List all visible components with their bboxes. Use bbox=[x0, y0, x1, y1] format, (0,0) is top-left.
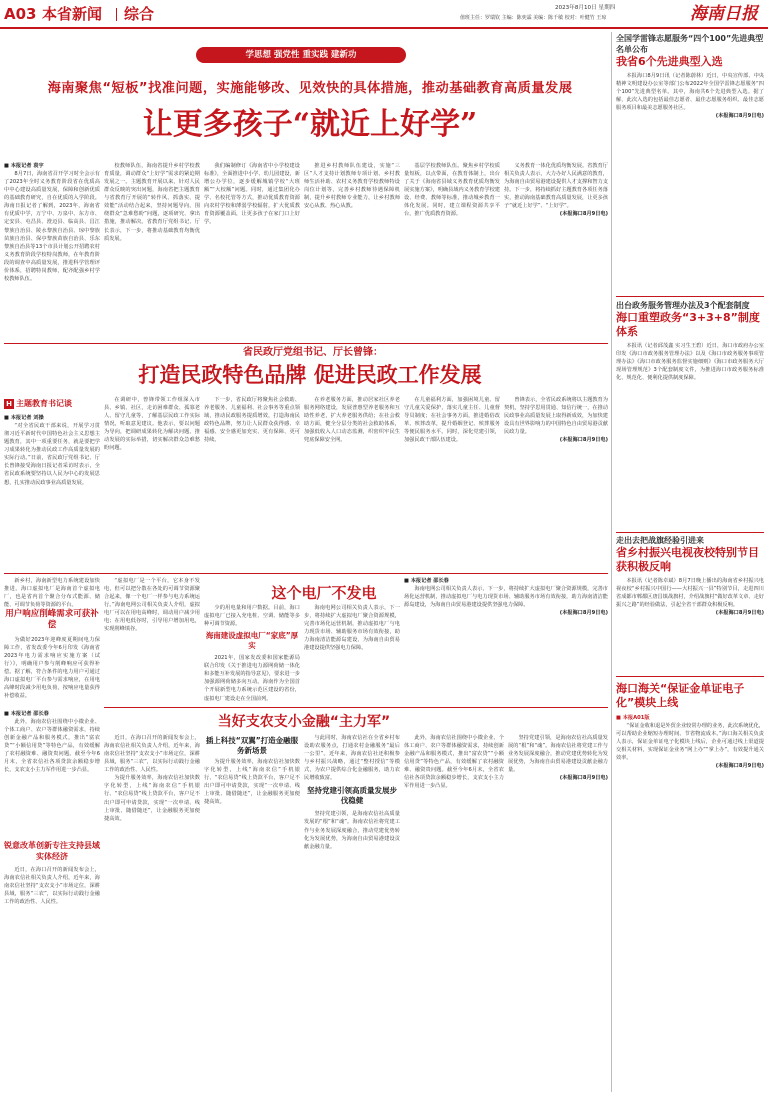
masthead-divider bbox=[116, 8, 117, 21]
sidebar-2-body bbox=[616, 342, 764, 540]
sidebar-1-end: (本报海口8月9日电) bbox=[715, 113, 764, 120]
lead-text-1: 8月7日，海南省召开学习时全会示有了2023年全时义务教育阶段省在优质高中中心建设高质量发展，保障和创新优质的基础教育研究，自在优质的入学阶段。海南日报记者了解到，2023年，海南省有优质中学，万宁中、万泉中、东方市、定安县、屯昌县、澄迈县、临高县、昌江黎族自治县、陵水黎族自治县、琼中黎族苗族自治县、保亭黎族苗族自治县、乐东黎族自治县等13个市县计划公开招聘农村义务教育阶段学校特岗教师，在年教育阶段的调查中高质量发展，推进科学管理评价体系，招聘特岗教师，配齐配强乡村学校教师队伍。 bbox=[4, 171, 100, 282]
second-text-2: 在调研中，曾锋带领工作组深入市县、乡镇、社区，走访困难群众、孤寡老人、留守儿童等，了解基层民政工作实际情况，听取意见建议。他表示，要以问题为导向，把调研成果转化为解决问题、推动发展的实际举措，切实解决群众急难愁盼问题。 bbox=[104, 397, 200, 452]
lead-column-6 bbox=[504, 162, 608, 342]
second-text-3: 下一步，省民政厅将聚焦社会救助、养老服务、儿童福利、社会事务等重点领域，推动民政服务提质增效，打造海南民政特色品牌，努力让人民群众获得感、幸福感、安全感更加充实、更有保障、更可持续。 bbox=[204, 397, 300, 444]
sidebar-sep-1 bbox=[616, 296, 764, 297]
fourth-end-note: (本报海口8月9日电) bbox=[559, 775, 608, 782]
second-column-3 bbox=[204, 396, 300, 572]
fourth-subhead-2: 坚持党建引领高质量发展步伐稳健 bbox=[307, 786, 397, 806]
second-text-4: 在养老服务方面，推动居家社区养老服务网络建设，发展普惠型养老服务和互助性养老，扩大养老服务供给；在社会救助方面，健全分层分类的社会救助体系，加强低收入人口动态监测，织密织牢民生兜底保障安全网。 bbox=[304, 397, 400, 444]
lead-kicker: 海南聚焦“短板”找准问题，实施能够改、见效快的具体措施，推动基础教育高质量发展 bbox=[47, 81, 573, 96]
section-name: 本省新闻 bbox=[42, 5, 103, 23]
sidebar-4-body bbox=[616, 714, 764, 1084]
sidebar-3-body bbox=[616, 577, 764, 681]
third-intro-text: 新乡村，海南新型电力系统建设加快推进。海口虚拟电厂是海南首个虚拟电厂，也是省内首个聚合分布式能源、储能、可调节负荷等资源的平台。 bbox=[4, 578, 100, 609]
third-intro bbox=[4, 577, 100, 609]
second-separator bbox=[4, 573, 608, 574]
sidebar-story-1 bbox=[616, 33, 764, 282]
sidebar-1-kicker: 全国学雷锋志愿服务“四个100”先进典型名单公布 bbox=[616, 34, 764, 54]
second-column-2 bbox=[104, 396, 200, 572]
sidebar-sep-2 bbox=[616, 532, 764, 533]
lead-headline: 让更多孩子“就近上好学” bbox=[142, 107, 478, 142]
sidebar-1-headline: 我省6个先进典型入选 bbox=[616, 55, 723, 68]
third-text-3: 少的用电量和用户数据。目前，海口虚拟电厂已接入充电桩、空调、储能等多种可调节资源。 bbox=[204, 605, 300, 628]
second-byline: ■ 本报记者 刘操 bbox=[4, 415, 44, 421]
second-text-6: 曾锋表示，全省民政系统将以主题教育为契机，坚持学思用贯通、知信行统一，在推动民政事业高质量发展上取得新成效，为加快建设具有世界影响力的中国特色自由贸易港贡献民政力量。 bbox=[504, 397, 608, 436]
fourth-left-subhead: 锐意改革创新专注支持县域实体经济 bbox=[4, 841, 100, 861]
sidebar-4-end: (本报海口8月9日电) bbox=[715, 763, 764, 770]
third-separator bbox=[104, 707, 608, 708]
campaign-banner: 学思想 强党性 重实践 建新功 bbox=[196, 47, 406, 63]
sidebar-3-end: (本报海口8月9日电) bbox=[715, 610, 764, 617]
second-column-4 bbox=[304, 396, 400, 572]
fourth-text-6: 此外，海南农信社围绕中小微企业、个体工商户、农户等群体融资需求，持续创新金融产品和服务模式，推出“富农贷”“小额信用贷”等特色产品，有效缓解了农村融资难、融资贵问题。截至今年6月末，全省农信社各项贷款余额稳步增长，支农支小主力军作用进一步凸显。 bbox=[404, 735, 504, 790]
sidebar-4-text: “保证金收和退是外贸企业较常办理的业务，此次系统优化，可以帮助企业缩短办理时间、节省物流成本。”海口海关相关负责人表示，保证金单证电子化模块上线后，企业可通过线上渠道提交相关材料，实现保证金业务“网上办”“掌上办”，有效提升通关效率。 bbox=[616, 723, 764, 762]
lead-column-3 bbox=[204, 162, 300, 342]
fourth-column-1b bbox=[4, 866, 100, 1093]
lead-separator bbox=[4, 343, 608, 344]
lead-column-4 bbox=[304, 162, 400, 342]
sub-section-name: 综合 bbox=[124, 5, 155, 23]
lead-column-2 bbox=[104, 162, 200, 342]
second-kicker: 省民政厅党组书记、厅长曾锋： bbox=[243, 347, 383, 358]
issue-date: 2023年8月10日 星期四 bbox=[555, 5, 616, 11]
lead-byline: ■ 本报记者 袁宇 bbox=[4, 163, 44, 169]
lead-column-1 bbox=[4, 162, 100, 342]
sidebar-divider bbox=[611, 32, 612, 1092]
third-text-5: 海南电网公司相关负责人表示，下一步，将持续扩大虚拟电厂聚合资源规模，完善市场化运营机制，推动虚拟电厂与电力现货市场、辅助服务市场有效衔接，助力海南清洁能源岛建设，为海南自由贸易港建设提供坚强电力保障。 bbox=[304, 605, 400, 652]
third-text-1: 为做好2023年迎峰度夏期间电力保障工作，省发改委今年6月印发《海南省2023年电力需求响应实施方案（试行）》，明确用户参与削峰响应可获得补偿。据了解，符合条件的电力用户可通过海口虚拟电厂平台参与需求响应，在用电高峰时段减少用电负荷，按响应电量获得补偿收益。 bbox=[4, 637, 100, 700]
sidebar-1-text: 本报海口8月9日讯（记者陈蔚林）近日，中央宣传部、中央精神文明建设办公室等部门公布2022年全国学雷锋志愿服务“四个100”先进典型名单。其中，海南共6个先进典型入选。据了解，此次入选的包括最佳志愿者、最佳志愿服务组织、最佳志愿服务项目和最美志愿服务社区。 bbox=[616, 73, 764, 112]
second-text-1: “对全省民政干部来说，开展学习贯彻习近平新时代中国特色社会主义思想主题教育，其中一项重要任务，就是要把学习成果转化为推动民政工作高质量发展的实际行动。”日前，省民政厅党组书记、厅长曾锋接受海南日报记者采访时表示，全省民政系统要坚持以人民为中心的发展思想，扎实推动民政事业高质量发展。 bbox=[4, 423, 100, 486]
lead-text-2: 校教师队伍，海南省提升乡村学校教育质量，调动群众“上好学”需求的紧迫期发展之一。主题教育开展以来，针对人民群众反映的突出问题，海南省把主题教育与省教育厅开展的“转作风、抓落实、提效能”活动结合起来，坚持问题导向，围绕群众“急难愁盼”问题，逐项研究、拿出措施，推动解决。省教育厅党组书记、厅长表示，下一步，将推动基础教育均衡优质发展。 bbox=[104, 163, 200, 242]
third-column-2 bbox=[104, 577, 200, 706]
fourth-headline: 当好支农支小金融“主力军” bbox=[217, 714, 391, 730]
second-column-6 bbox=[504, 396, 608, 572]
lead-text-6: 义务教育一体化优质均衡发展。省教育厅相关负责人表示，大力办好人民满意的教育，为海南自由贸易港建设提供人才支撑和智力支持。下一步，将持续抓好主题教育各项任务落实，推动海南基础教育高质量发展，让更多孩子“就近上好学”、“上好学”。 bbox=[504, 163, 608, 210]
third-subhead-1: 用户响应削峰需求可获补偿 bbox=[5, 609, 99, 630]
lead-end-note: (本报海口8月9日电) bbox=[559, 211, 608, 218]
fourth-column-4 bbox=[304, 734, 400, 1093]
second-end-note: (本报海口8月9日电) bbox=[559, 437, 608, 444]
third-column-1 bbox=[4, 636, 100, 706]
fourth-text-1: 此外，海南农信社围绕中小微企业、个体工商户、农户等群体融资需求，持续创新金融产品和服务模式，推出“富农贷”“小额信用贷”等特色产品，有效缓解了农村融资难、融资贵问题。截至今年6月末，全省农信社各项贷款余额稳步增长，支农支小主力军作用进一步凸显。 bbox=[4, 719, 100, 774]
lead-column-5 bbox=[404, 162, 500, 342]
sidebar-sep-3 bbox=[616, 676, 764, 677]
third-column-3 bbox=[204, 604, 300, 706]
third-end-note: (本报海口8月9日电) bbox=[559, 610, 608, 617]
fourth-column-1 bbox=[4, 710, 100, 838]
sidebar-3-text: 本报讯（记者陈卓斌）8月7日晚上播出的海南省乡村振兴电视夜校“乡村振兴中国行——大村振兴一县”特别节目，走进四川省成都市郫都区唐昌镇战旗村，介绍战旗村“做好改革文章、走好振兴之路”的经验做法，引起全省干部群众积极反响。 bbox=[616, 578, 764, 609]
third-column-5 bbox=[404, 577, 608, 706]
fourth-column-3 bbox=[204, 734, 300, 1093]
sidebar-3-kicker: 走出去把战旗经验引进来 bbox=[616, 536, 704, 545]
fourth-column-5 bbox=[404, 734, 504, 1093]
third-column-4 bbox=[304, 604, 400, 706]
sidebar-story-3 bbox=[616, 535, 764, 681]
lead-text-3: 我们编制修订《海南省中小学校建设标准》，全面推进中小学、幼儿园建设，新增公办学位，逐步缓解城镇学校“大班额”“大校额”问题。同时，通过集团化办学、名校托管等方式，推动优质教育资源向农村学校和薄弱学校辐射，扩大优质教育资源覆盖面，让更多孩子在家门口上好学。 bbox=[204, 163, 300, 226]
fourth-text-4: 与此同时，海南农信社在全省乡村布设助农服务点，打通农村金融服务“最后一公里”。近年来，海南农信社还积极参与乡村振兴战略，通过“整村授信”等模式，为农户提供综合化金融服务，助力农民增收致富。 bbox=[304, 735, 400, 782]
masthead-rule bbox=[0, 27, 768, 29]
fourth-column-6 bbox=[508, 734, 608, 1093]
sidebar-story-2 bbox=[616, 300, 764, 540]
third-text-2: “虚拟电厂是一个平台，它本身不发电，但可以把分散在各处的可调节资源聚合起来，像一个电厂一样参与电力系统运行。”海南电网公司相关负责人介绍，虚拟电厂可以在用电高峰时，调动用户减少用电；在用电低谷时，引导用户增加用电，实现削峰填谷。 bbox=[104, 578, 200, 633]
column-tag-label: 主题教育书记谈 bbox=[16, 399, 72, 408]
sidebar-4-headline: 海口海关“保证金单证电子化”模块上线 bbox=[616, 682, 745, 709]
third-headline: 这个电厂不发电 bbox=[271, 584, 377, 602]
page-number: A03 bbox=[4, 5, 37, 23]
lead-text-4: 推进乡村教师队伍建设，实施“三区”人才支持计划教师专项计划、乡村教师生活补助、农村义务教育学校教师特设岗位计划等，完善乡村教师待遇保障机制，提升乡村教师专业能力，让乡村教师安心从教、热心从教。 bbox=[304, 163, 400, 210]
fourth-text-5: 坚持党建引领，是海南农信社高质量发展的“根”和“魂”。海南农信社将党建工作与业务发展深度融合，推动党建优势转化为发展优势，为海南自由贸易港建设贡献金融力量。 bbox=[304, 811, 400, 850]
second-text-5: 在儿童福利方面，加强困境儿童、留守儿童关爱保护，落实儿童主任、儿童督导员制度；在社会事务方面，推进婚俗改革、殡葬改革，提升婚姻登记、殡葬服务等便民服务水平。同时，深化党建引领，加强民政干部队伍建设。 bbox=[404, 397, 500, 444]
second-column-1 bbox=[4, 414, 100, 572]
fourth-text-2b: 为提升服务效率，海南农信社加快数字化转型，上线“海南农信”手机银行、“农信易贷”线上贷款平台，客户足不出户即可申请贷款，实现“一次申请、线上审批、随借随还”，让金融服务更加便捷高效。 bbox=[104, 775, 200, 822]
fourth-text-7: 坚持党建引领，是海南农信社高质量发展的“根”和“魂”。海南农信社将党建工作与业务发展深度融合，推动党建优势转化为发展优势，为海南自由贸易港建设贡献金融力量。 bbox=[508, 735, 608, 774]
fourth-text-1b: 近日，在海口召开的新闻发布会上，海南农信社相关负责人介绍，近年来，海南农信社坚持“支农支小”市场定位，深耕县域，服务“三农”，以实际行动践行金融工作的政治性、人民性。 bbox=[4, 867, 100, 906]
third-text-6: 海南电网公司相关负责人表示，下一步，将持续扩大虚拟电厂聚合资源规模，完善市场化运营机制，推动虚拟电厂与电力现货市场、辅助服务市场有效衔接，助力海南清洁能源岛建设，为海南自由贸易港建设提供坚强电力保障。 bbox=[404, 586, 608, 609]
sidebar-story-4 bbox=[616, 682, 764, 1084]
fourth-text-2: 近日，在海口召开的新闻发布会上，海南农信社相关负责人介绍，近年来，海南农信社坚持“支农支小”市场定位，深耕县域，服务“三农”，以实际行动践行金融工作的政治性、人民性。 bbox=[104, 735, 200, 774]
sidebar-2-kicker: 出台政务服务管理办法及3个配套制度 bbox=[616, 301, 750, 310]
sidebar-2-headline: 海口重塑政务“3+3+8”制度体系 bbox=[616, 311, 760, 338]
third-text-4: 2021年，国家发改委和国家能源局联合印发《关于推进电力源网荷储一体化和多能互补发展的指导意见》，要求进一步加强源网荷储多向互动。海南作为全国首个开展新型电力系统示范区建设的省份，虚拟电厂建设走在全国前列。 bbox=[204, 655, 300, 702]
second-headline: 打造民政特色品牌 促进民政工作发展 bbox=[138, 362, 482, 387]
sidebar-1-body bbox=[616, 72, 764, 282]
sidebar-3-headline: 省乡村振兴电视夜校特别节目获积极反响 bbox=[616, 546, 759, 573]
lead-text-5: 基层学校教师队伍。聚焦乡村学校质量短板，以点带面，在教育体制上，出台了关于《海南省县域义务教育优质均衡发展实施方案》，明确县域内义务教育学校建设、经费、教师等标准，推动城乡教育一体化发展。同时，建立课程资源共享平台，推广优质教育资源。 bbox=[404, 163, 500, 218]
fourth-byline: ■ 本报记者 邵长春 bbox=[4, 711, 49, 717]
fourth-text-3: 为提升服务效率，海南农信社加快数字化转型，上线“海南农信”手机银行、“农信易贷”线上贷款平台，客户足不出户即可申请贷款，实现“一次申请、线上审批、随借随还”，让金融服务更加便捷高效。 bbox=[204, 759, 300, 806]
fourth-column-2 bbox=[104, 734, 200, 1093]
sidebar-4-byline: ■ 本报A01版 bbox=[616, 715, 650, 721]
sidebar-2-text: 本报讯（记者邱茂鑫 实习生王碧）近日，海口市政府办公室印发《海口市政务服务管理办法》以及《海口市政务服务事项管理办法》《海口市政务服务监督实施细则》《海口市政务服务大厅现场管理规范》3个配套制度文件，为推进海口市政务服务标准化、规范化、便利化提供制度保障。 bbox=[616, 343, 764, 382]
column-tag-icon: H bbox=[4, 399, 14, 409]
fourth-subhead-1: 插上科技“双翼”打造金融服务新场景 bbox=[205, 736, 299, 755]
second-column-5 bbox=[404, 396, 500, 572]
editor-credits: 值班主任：罗瑞钦 主编：陈奕霖 美编：陈千敏 校对：叶健竹 王琼 bbox=[460, 15, 607, 21]
newspaper-logo: 海南日报 bbox=[690, 4, 758, 24]
third-byline: ■ 本报记者 邵长春 bbox=[404, 578, 449, 584]
third-subhead-2: 海南建设虚拟电厂“家底”厚实 bbox=[205, 631, 299, 651]
column-tag bbox=[4, 398, 72, 410]
